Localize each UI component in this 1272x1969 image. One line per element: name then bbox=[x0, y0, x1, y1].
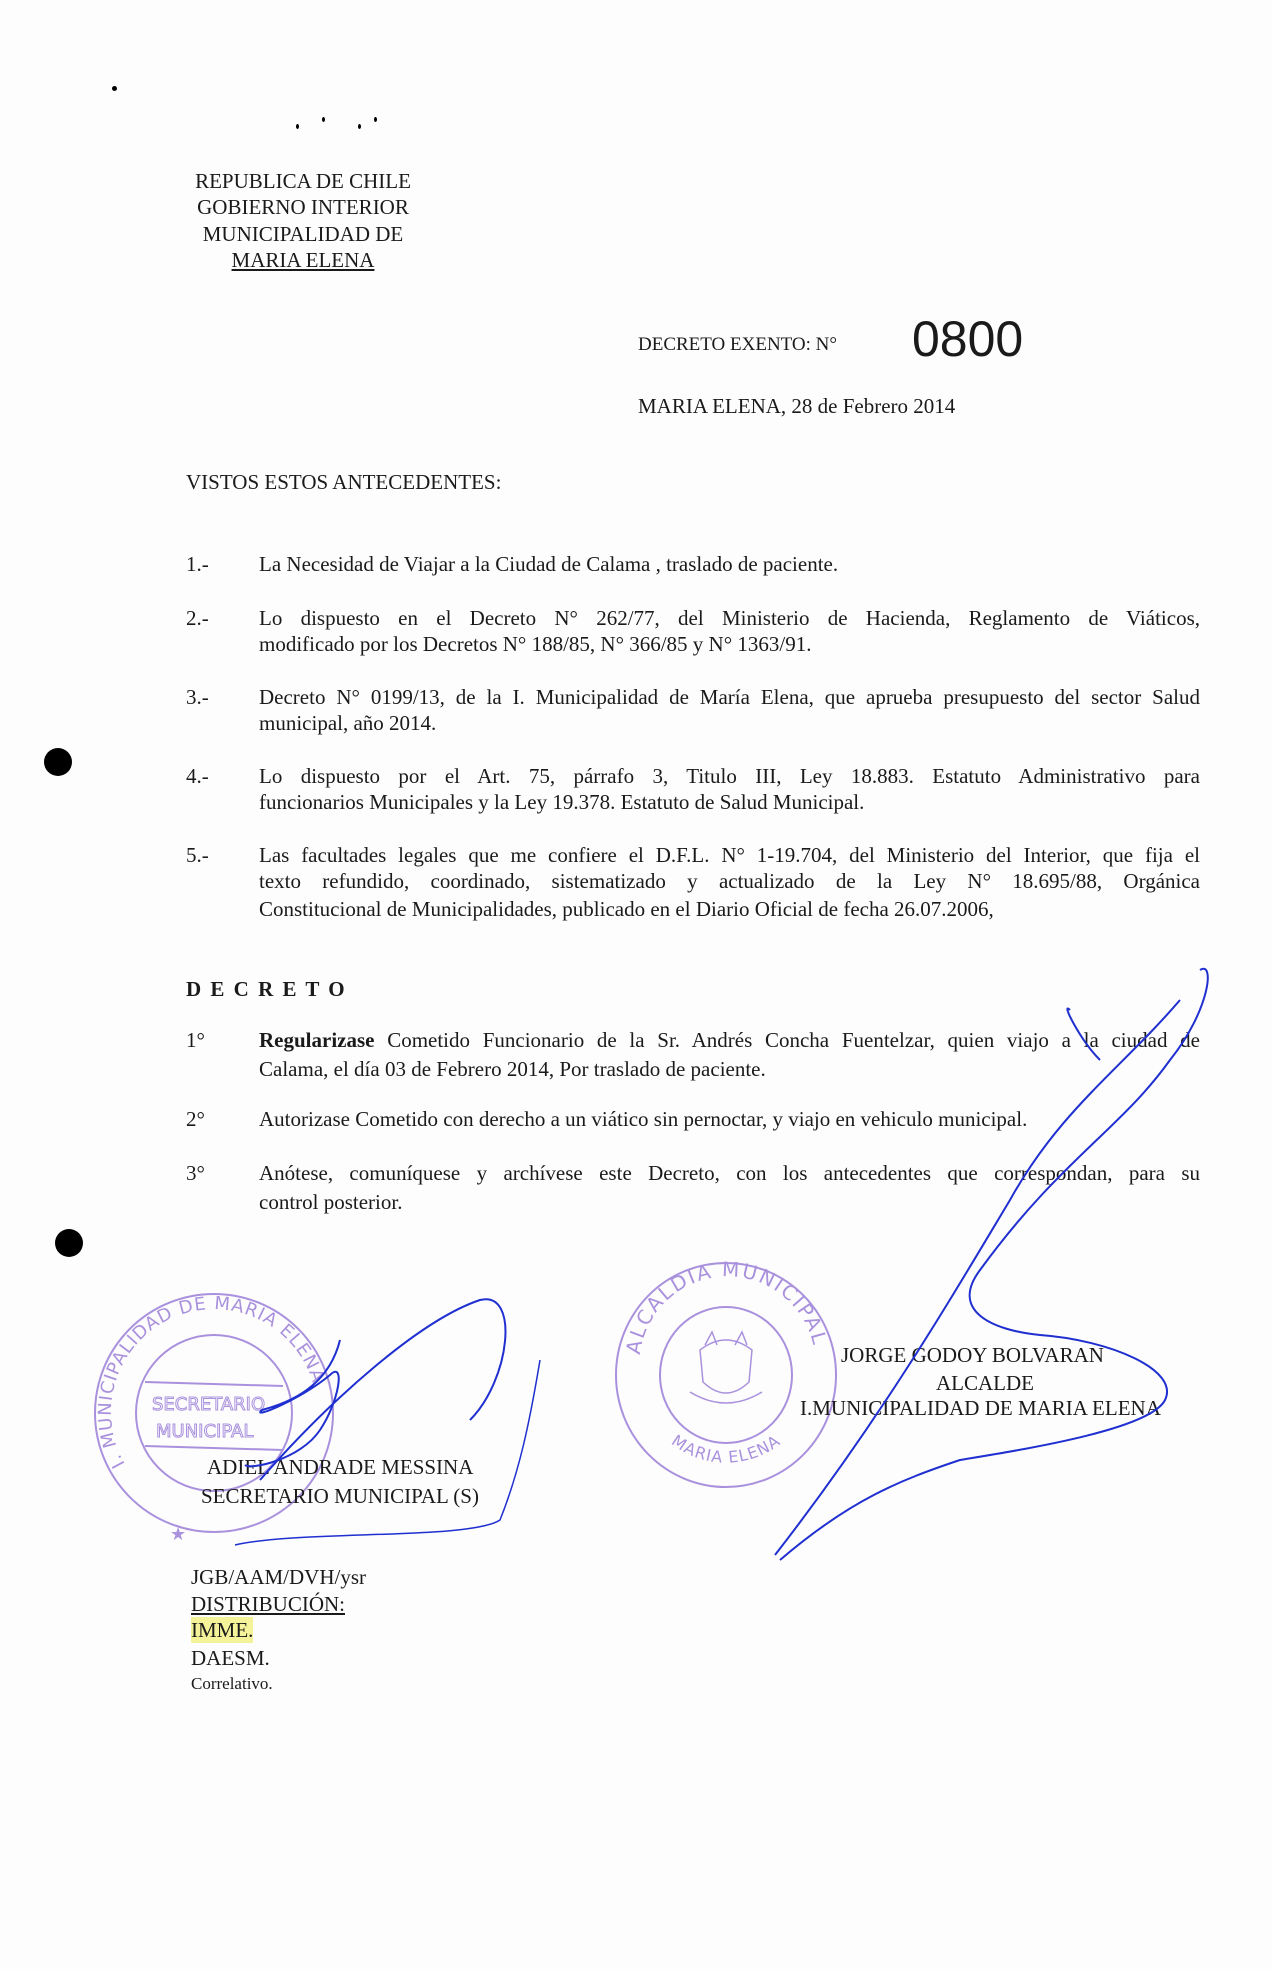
letterhead-line: REPUBLICA DE CHILE bbox=[195, 169, 411, 193]
decree-number: 0800 bbox=[912, 311, 1024, 367]
item-text: Las facultades legales que me confiere el D.F.L. N° 1-19.704, del Ministerio del Interior, que fija el bbox=[259, 843, 1200, 867]
mayor-signature bbox=[775, 969, 1208, 1560]
mayor-name: JORGE GODOY BOLVARAN bbox=[841, 1343, 1104, 1367]
item-text: La Necesidad de Viajar a la Ciudad de Calama , traslado de paciente. bbox=[259, 552, 839, 576]
item-number: 1° bbox=[186, 1028, 205, 1052]
star-icon: ★ bbox=[170, 1524, 187, 1544]
item-text: texto refundido, coordinado, sistematizado y actualizado de la Ley N° 18.695/88, Orgánica bbox=[259, 869, 1200, 893]
secretary-name: ADIEL ANDRADE MESSINA bbox=[207, 1455, 474, 1479]
item-number: 4.- bbox=[186, 764, 209, 788]
stamp-top-text: ALCALDIA MUNICIPAL bbox=[621, 1257, 833, 1357]
secretary-title: SECRETARIO MUNICIPAL (S) bbox=[201, 1484, 479, 1508]
distribution-label: DISTRIBUCIÓN: bbox=[191, 1592, 346, 1616]
secretary-signature bbox=[235, 1299, 540, 1545]
item-text-rest: Cometido Funcionario de la Sr. Andrés Concha Fuentelzar, quien viajo a la ciudad de bbox=[374, 1028, 1200, 1052]
mayor-title: ALCALDE bbox=[936, 1371, 1034, 1395]
distribution-recipient: DAESM. bbox=[191, 1646, 270, 1670]
item-text: Lo dispuesto por el Art. 75, párrafo 3, Titulo III, Ley 18.883. Estatuto Administrativo para bbox=[259, 764, 1200, 788]
item-text: control posterior. bbox=[259, 1190, 403, 1214]
item-number: 3.- bbox=[186, 685, 209, 709]
item-number: 3° bbox=[186, 1161, 205, 1185]
decree-label: DECRETO EXENTO: N° bbox=[638, 334, 837, 355]
stamp-center-text: SECRETARIO bbox=[152, 1394, 266, 1415]
place-date: MARIA ELENA, 28 de Febrero 2014 bbox=[638, 394, 956, 418]
item-text: Calama, el día 03 de Febrero 2014, Por traslado de paciente. bbox=[259, 1057, 766, 1081]
item-text: funcionarios Municipales y la Ley 19.378. Estatuto de Salud Municipal. bbox=[259, 790, 865, 814]
item-text: Autorizase Cometido con derecho a un viático sin pernoctar, y viajo en vehiculo municipal. bbox=[259, 1107, 1028, 1131]
stamp-center-text: MUNICIPAL bbox=[156, 1421, 254, 1442]
item-number: 1.- bbox=[186, 552, 209, 576]
item-number: 2° bbox=[186, 1107, 205, 1131]
letterhead-line: GOBIERNO INTERIOR bbox=[197, 195, 409, 219]
letterhead-line: MARIA ELENA bbox=[231, 248, 375, 272]
item-text: Lo dispuesto en el Decreto N° 262/77, del Ministerio de Hacienda, Reglamento de Viáticos, bbox=[259, 606, 1200, 630]
item-text: Anótese, comuníquese y archívese este Decreto, con los antecedentes que correspondan, para su bbox=[259, 1161, 1200, 1185]
letterhead-line: MUNICIPALIDAD DE bbox=[202, 222, 404, 246]
item-text: Decreto N° 0199/13, de la I. Municipalidad de María Elena, que aprueba presupuesto del sector Salud bbox=[259, 685, 1200, 709]
item-text: Constitucional de Municipalidades, publicado en el Diario Oficial de fecha 26.07.2006, bbox=[259, 897, 994, 921]
initials: JGB/AAM/DVH/ysr bbox=[191, 1565, 367, 1589]
stamp-ring-text: I. MUNICIPALIDAD DE MARIA ELENA bbox=[94, 1292, 329, 1472]
stamp-bottom-text: MARIA ELENA bbox=[668, 1430, 784, 1467]
item-number: 2.- bbox=[186, 606, 209, 630]
mayor-institution: I.MUNICIPALIDAD DE MARIA ELENA bbox=[800, 1396, 1161, 1420]
distribution-recipient: Correlativo. bbox=[191, 1674, 273, 1693]
decreto-heading: D E C R E T O bbox=[186, 977, 347, 1001]
item-number: 5.- bbox=[186, 843, 209, 867]
vistos-heading: VISTOS ESTOS ANTECEDENTES: bbox=[186, 470, 502, 494]
item-bold-lead: Regularizase bbox=[259, 1028, 375, 1052]
distribution-recipient: IMME. bbox=[191, 1618, 254, 1642]
item-text: modificado por los Decretos N° 188/85, N° 366/85 y N° 1363/91. bbox=[259, 632, 812, 656]
item-text: municipal, año 2014. bbox=[259, 711, 437, 735]
